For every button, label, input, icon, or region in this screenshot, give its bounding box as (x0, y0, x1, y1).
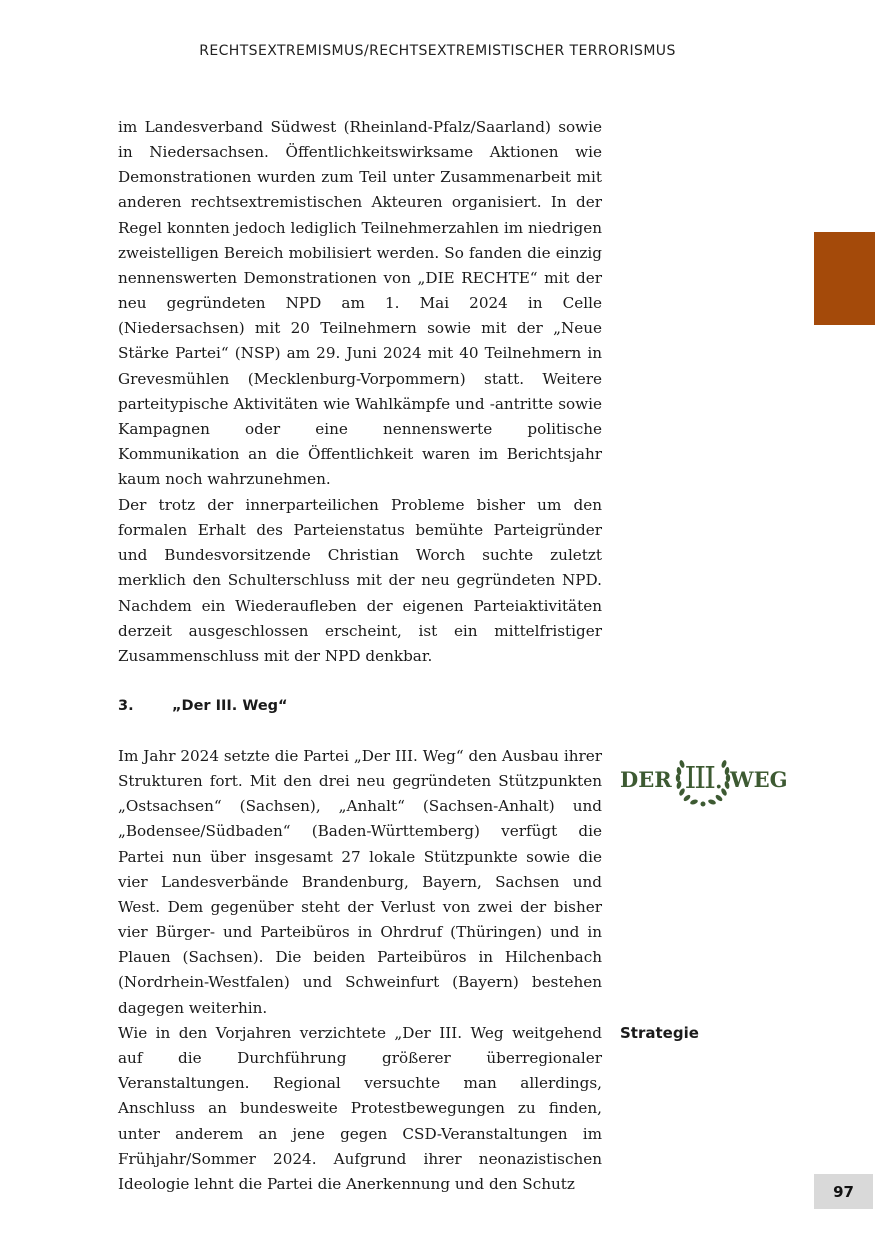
logo-numeral: III. (684, 761, 722, 796)
body-paragraph: Der trotz der innerparteilichen Probleme bisher um den formalen Erhalt des Parteienstatus bemühte Parteigründer und Bundesvorsitzende Christian Worch suchte zuletzt merklich den Schulterschluss mit der neu gegründeten NPD. Nachdem ein Wiederaufleben der eigenen Parteiaktivitäten derzeit ausgeschlossen erscheint, ist ein mittelfristiger Zusammenschluss mit der NPD denkbar. (118, 496, 602, 665)
section-title: „Der III. Weg“ (172, 698, 288, 714)
section-heading (118, 698, 288, 714)
section-number: 3. (118, 698, 134, 714)
der-iii-weg-logo (618, 750, 788, 808)
chapter-tab-marker (814, 232, 875, 325)
margin-keyword-strategy: Strategie (620, 1024, 699, 1042)
logo-word-left: DER (620, 767, 672, 792)
body-paragraph: Wie in den Vorjahren verzichtete „Der III. Weg weitgehend auf die Durchführung größerer überregionaler Veranstaltungen. Regional versuchte man allerdings, Anschluss an bundesweite Protestbewegungen zu finden, unter anderem an jene gegen CSD-Veranstaltungen im Frühjahr/Sommer 2024. Aufgrund ihrer neonazistischen Ideologie lehnt die Partei die Anerkennung und den Schutz (118, 1024, 602, 1193)
page-number: 97 (814, 1174, 873, 1209)
body-paragraph: Im Jahr 2024 setzte die Partei „Der III. Weg“ den Ausbau ihrer Strukturen fort. Mit den drei neu gegründeten Stützpunkten „Ostsachsen“ (Sachsen), „Anhalt“ (Sachsen-Anhalt) und „Bodensee/Südbaden“ (Baden-Württemberg) verfügt die Partei nun über insgesamt 27 lokale Stützpunkte sowie die vier Landesverbände Brandenburg, Bayern, Sachsen und West. Dem gegenüber steht der Verlust von zwei der bisher vier Bürger- und Parteibüros in Ohrdruf (Thüringen) und in Plauen (Sachsen). Die beiden Parteibüros in Hilchenbach (Nordrhein-Westfalen) und Schweinfurt (Bayern) bestehen dagegen weiterhin. (118, 747, 602, 1017)
body-paragraph: im Landesverband Südwest (Rheinland-Pfalz/Saarland) sowie in Niedersachsen. Öffentlichkeitswirksame Aktionen wie Demonstrationen wurden zum Teil unter Zusammenarbeit mit anderen rechtsextremistischen Akteuren organisiert. In der Regel konnten jedoch lediglich Teilnehmerzahlen im niedrigen zweistelligen Bereich mobilisiert werden. So fanden die einzig nennenswerten Demonstrationen von „DIE RECHTE“ mit der neu gegründeten NPD am 1. Mai 2024 in Celle (Niedersachsen) mit 20 Teilnehmern sowie mit der „Neue Stärke Partei“ (NSP) am 29. Juni 2024 mit 40 Teilnehmern in Grevesmühlen (Mecklenburg-Vorpommern) statt. Weitere parteitypische Aktivitäten wie Wahlkämpfe und -antritte sowie Kampagnen oder eine nennenswerte politische Kommunikation an die Öffentlichkeit waren im Berichtsjahr kaum noch wahrzunehmen. (118, 118, 602, 489)
logo-word-right: WEG (730, 767, 788, 792)
running-header: RECHTSEXTREMISMUS/RECHTSEXTREMISTISCHER TERRORISMUS (199, 43, 676, 59)
